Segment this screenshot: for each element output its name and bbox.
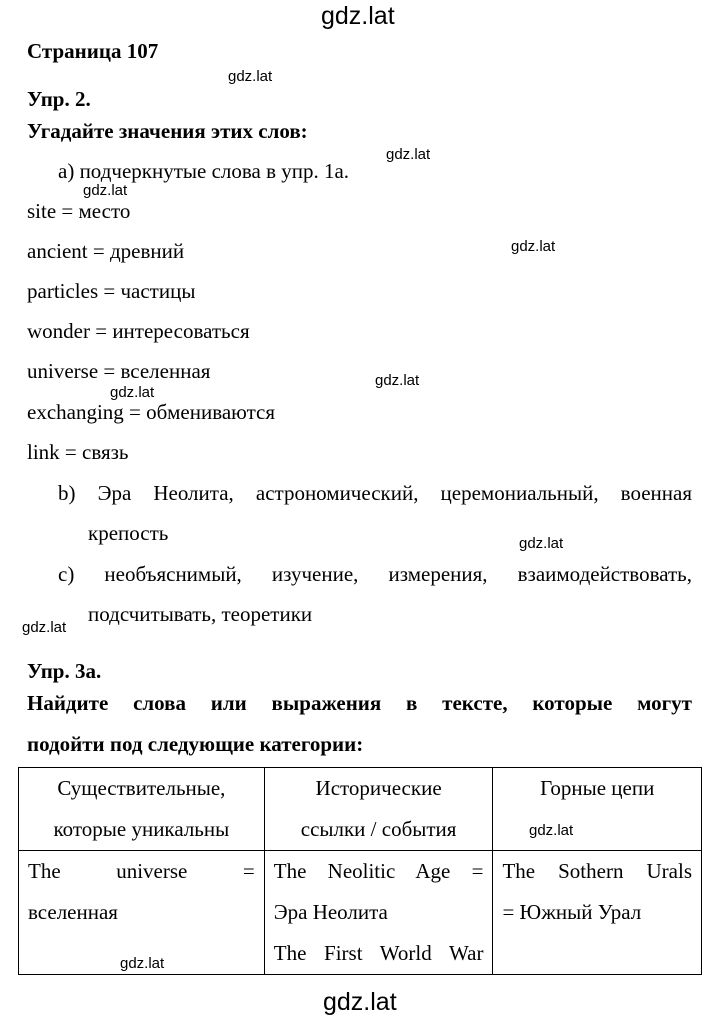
word-pair: link = связь — [27, 440, 129, 464]
watermark: gdz.lat — [519, 535, 564, 552]
watermark: gdz.lat — [529, 822, 574, 839]
item-c-line2: подсчитывать, теоретики — [88, 602, 313, 626]
watermark: gdz.lat — [375, 372, 420, 389]
word-pair: site = место — [27, 199, 131, 223]
header-text: ссылки / события — [300, 817, 457, 841]
header-text: Существительные, — [57, 776, 226, 800]
header-cell — [19, 768, 265, 851]
item-b-line2: крепость — [88, 521, 169, 545]
header-text: Исторические — [315, 776, 442, 800]
cell-text: The Sothern Urals — [502, 859, 692, 883]
cell-text: Эра Неолита — [273, 900, 388, 924]
header-cell — [264, 768, 493, 851]
word-pair: wonder = интересоваться — [27, 319, 250, 343]
cell-text: = Южный Урал — [502, 900, 642, 924]
watermark: gdz.lat — [110, 384, 155, 401]
categories-table — [18, 767, 702, 975]
cell-text: The Neolitic Age = — [273, 859, 484, 883]
exercise-3a-task-line2: подойти под следующие категории: — [27, 732, 364, 756]
watermark: gdz.lat — [22, 619, 67, 636]
header-cell — [493, 768, 702, 851]
item-b-line1: b) Эра Неолита, астрономический, церемониальный, военная — [58, 481, 692, 505]
cell-text: The universe = — [28, 859, 255, 883]
exercise-2-task: Угадайте значения этих слов: — [27, 119, 308, 143]
table-header-row — [19, 768, 702, 851]
watermark-top: gdz.lat — [321, 2, 395, 30]
table-cell — [264, 851, 493, 975]
table-cell — [493, 851, 702, 975]
word-pair: particles = частицы — [27, 279, 196, 303]
watermark: gdz.lat — [228, 68, 273, 85]
watermark: gdz.lat — [83, 182, 128, 199]
cell-text: The First World War — [273, 941, 484, 965]
header-text: которые уникальны — [53, 817, 230, 841]
word-pair: exchanging = обмениваются — [27, 400, 275, 424]
watermark: gdz.lat — [386, 146, 431, 163]
cell-text: вселенная — [28, 900, 118, 924]
table-cell — [19, 851, 265, 975]
item-c-line1: c) необъяснимый, изучение, измерения, взаимодействовать, — [58, 562, 692, 586]
exercise-2-title: Упр. 2. — [27, 87, 91, 111]
word-pair: ancient = древний — [27, 239, 185, 263]
item-a: а) подчеркнутые слова в упр. 1а. — [58, 159, 350, 183]
watermark: gdz.lat — [511, 238, 556, 255]
page-title: Страница 107 — [27, 39, 159, 63]
watermark-bottom: gdz.lat — [323, 988, 397, 1016]
exercise-3a-title: Упр. 3а. — [27, 659, 102, 683]
exercise-3a-task-line1: Найдите слова или выражения в тексте, которые могут — [27, 691, 692, 715]
table-row — [19, 851, 702, 975]
header-text: Горные цепи — [540, 776, 655, 800]
watermark: gdz.lat — [120, 955, 165, 972]
word-pair: universe = вселенная — [27, 359, 211, 383]
